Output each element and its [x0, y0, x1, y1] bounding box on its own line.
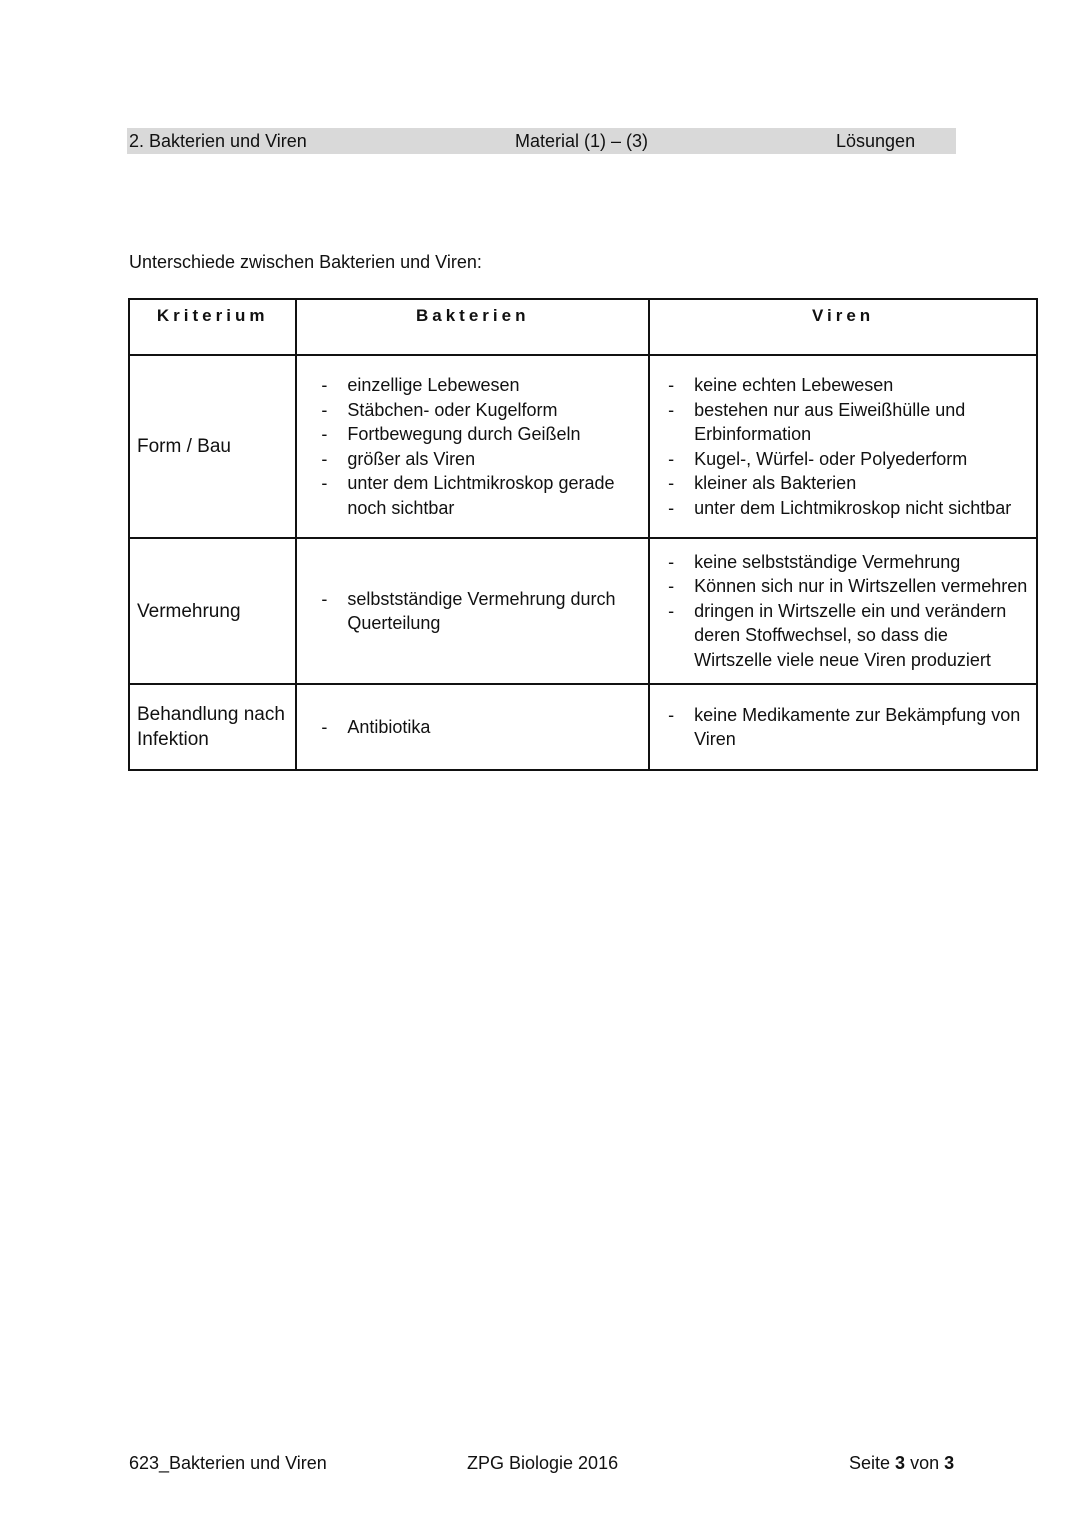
list-item: - einzellige Lebewesen [347, 373, 640, 398]
list-item: - keine echten Lebewesen [694, 373, 1030, 398]
list-item: - selbstständige Vermehrung durch Querteilung [347, 587, 640, 636]
header-bar [127, 128, 956, 154]
list-item: - größer als Viren [347, 447, 640, 472]
table-row [129, 355, 1037, 538]
footer-document-id: 623_Bakterien und Viren [129, 1453, 327, 1473]
list-item: - keine selbstständige Vermehrung [694, 550, 1030, 575]
criterion-cell: Vermehrung [129, 538, 296, 684]
page-current: 3 [895, 1453, 906, 1473]
list-item: - dringen in Wirtszelle ein und verändern deren Stoffwechsel, so dass die Wirtszelle viele neue Viren produziert [694, 599, 1030, 673]
viruses-cell [649, 684, 1037, 770]
footer-source: ZPG Biologie 2016 [467, 1453, 619, 1473]
viruses-cell [649, 538, 1037, 684]
list-item: - keine Medikamente zur Bekämpfung von Viren [694, 703, 1030, 752]
bacteria-cell [296, 538, 649, 684]
comparison-table [128, 298, 1038, 771]
list-item: - Können sich nur in Wirtszellen vermehren [694, 574, 1030, 599]
table-row [129, 684, 1037, 770]
page-total: 3 [944, 1453, 955, 1473]
list-item: - unter dem Lichtmikroskop gerade noch sichtbar [347, 471, 640, 520]
header-criterion: Kriterium [129, 299, 296, 355]
header-material: Material (1) – (3) [515, 131, 649, 151]
page-separator: von [910, 1453, 940, 1473]
bacteria-cell [296, 355, 649, 538]
list-item: - unter dem Lichtmikroskop nicht sichtbar [694, 496, 1030, 521]
table-header-row [129, 299, 1037, 355]
bacteria-cell [296, 684, 649, 770]
list-item: - Stäbchen- oder Kugelform [347, 398, 640, 423]
intro-text: Unterschiede zwischen Bakterien und Viren: [129, 252, 482, 272]
table-row [129, 538, 1037, 684]
page-prefix: Seite [849, 1453, 891, 1473]
list-item: - Kugel-, Würfel- oder Polyederform [694, 447, 1030, 472]
list-item: - Antibiotika [347, 715, 640, 740]
viruses-cell [649, 355, 1037, 538]
criterion-cell: Form / Bau [129, 355, 296, 538]
list-item: - bestehen nur aus Eiweißhülle und Erbinformation [694, 398, 1030, 447]
header-title: 2. Bakterien und Viren [129, 131, 307, 151]
header-solutions: Lösungen [836, 131, 916, 151]
criterion-cell: Behandlung nach Infektion [129, 684, 296, 770]
list-item: - kleiner als Bakterien [694, 471, 1030, 496]
list-item: - Fortbewegung durch Geißeln [347, 422, 640, 447]
header-viruses: Viren [649, 299, 1037, 355]
footer-page-number [849, 1453, 954, 1474]
header-bacteria: Bakterien [296, 299, 649, 355]
